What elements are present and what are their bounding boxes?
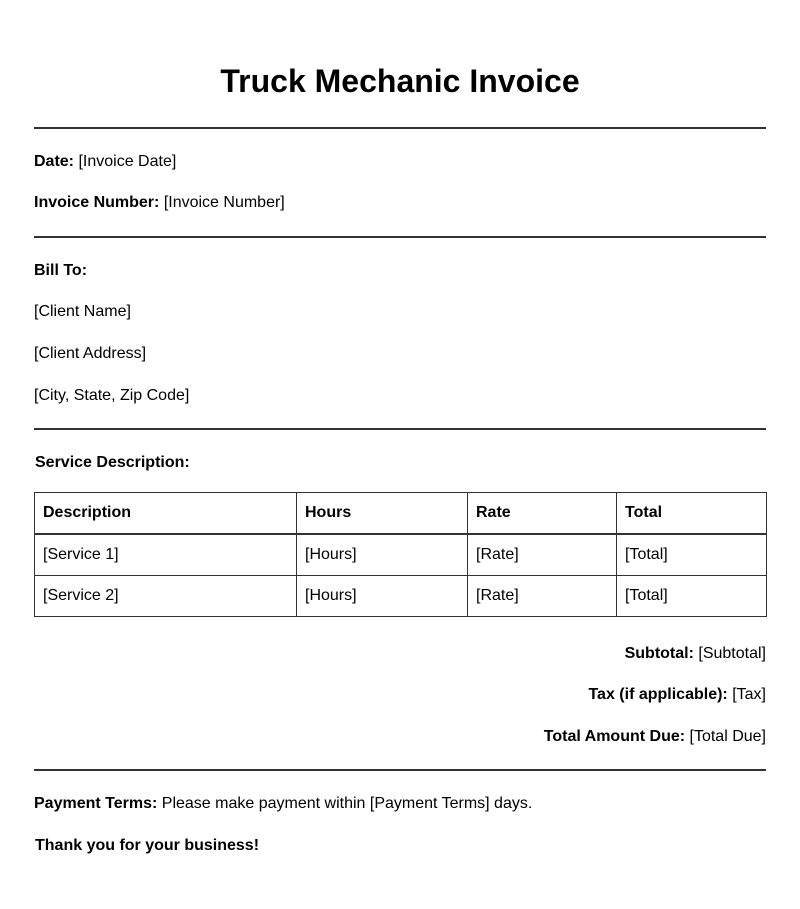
cell-rate: [Rate] [468,534,617,576]
tax-value: [Tax] [732,686,766,703]
subtotal-label: Subtotal: [624,645,694,662]
divider [34,236,766,238]
service-description-heading: Service Description: [35,454,190,471]
cell-rate: [Rate] [468,576,617,617]
divider [34,428,766,430]
invoice-title: Truck Mechanic Invoice [220,63,580,99]
divider [34,127,766,129]
client-address: [Client Address] [34,345,147,362]
payment-terms-label: Payment Terms: [34,795,158,812]
total-amount-due [544,727,766,747]
tax [588,685,766,705]
cell-description: [Service 1] [35,534,297,576]
table-header-row [35,493,767,535]
payment-terms [34,794,532,814]
divider [34,769,766,771]
subtotal [625,644,766,664]
invoice-number-label: Invoice Number: [34,194,160,211]
invoice-date [34,152,176,172]
invoice-number [34,193,285,213]
subtotal-value: [Subtotal] [698,645,766,662]
column-header-description: Description [35,493,297,535]
cell-description: [Service 2] [35,576,297,617]
date-label: Date: [34,153,75,170]
table-row [35,534,767,576]
date-value: [Invoice Date] [78,153,177,170]
column-header-hours: Hours [297,493,468,535]
table-row [35,576,767,617]
cell-hours: [Hours] [297,576,468,617]
tax-label: Tax (if applicable): [588,686,728,703]
column-header-rate: Rate [468,493,617,535]
total-due-value: [Total Due] [689,728,766,745]
cell-total: [Total] [617,576,767,617]
cell-total: [Total] [617,534,767,576]
client-name: [Client Name] [34,303,131,320]
bill-to-label: Bill To: [34,262,88,279]
thank-you-note: Thank you for your business! [35,837,260,854]
payment-terms-text: Please make payment within [Payment Terms] days. [161,795,533,812]
services-table [34,492,767,617]
total-due-label: Total Amount Due: [543,728,686,745]
client-city-state-zip: [City, State, Zip Code] [34,387,190,404]
column-header-total: Total [617,493,767,535]
cell-hours: [Hours] [297,534,468,576]
invoice-number-value: [Invoice Number] [163,194,285,211]
